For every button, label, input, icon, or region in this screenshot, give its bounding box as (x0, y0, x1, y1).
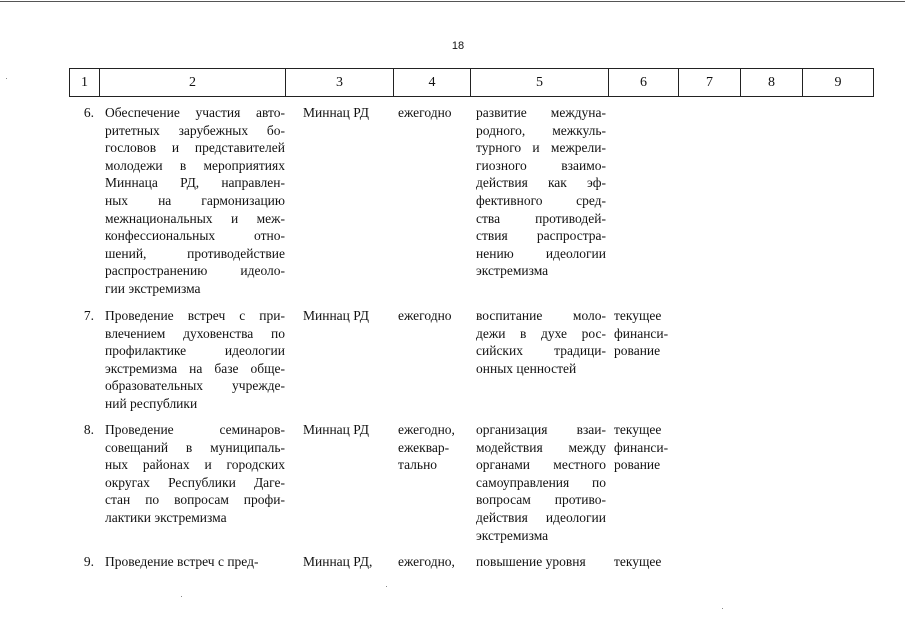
expected-result (476, 553, 606, 571)
cell-text-line: самоуправления по (476, 474, 606, 490)
measure-description (105, 307, 285, 413)
responsible-executor (303, 553, 388, 571)
responsible-executor (303, 307, 388, 325)
cell-text-line: нению идеологии (476, 245, 606, 261)
scan-speck (722, 608, 723, 609)
cell-text-line: ежегодно, (398, 422, 455, 437)
row-number: 8. (83, 422, 94, 437)
cell-text-line: действия идеологии (476, 509, 606, 525)
cell-text-line: лактики экстремизма (105, 509, 227, 525)
cell-text-line: вопросам противо- (476, 492, 606, 508)
cell-text-line: дежи в духе рос- (476, 325, 606, 341)
cell-text-line: гиозного взаимо- (476, 157, 606, 173)
cell-text-line: органами местного (476, 457, 606, 473)
scan-speck (386, 586, 387, 587)
cell-text-line: сийских традици- (476, 343, 606, 359)
implementation-period (398, 553, 468, 571)
cell-text-line: округах Республики Даге- (105, 474, 285, 490)
cell-text-line: действия как эф- (476, 175, 606, 191)
cell-text-line: экстремизма на базе обще- (105, 360, 285, 376)
responsible-executor (303, 104, 388, 122)
cell-text-line: ежегодно (398, 105, 452, 120)
cell-text-line: Миннац РД (303, 308, 369, 323)
cell-text-line: профилактике идеологии (105, 343, 285, 359)
cell-text-line: влечением духовенства по (105, 325, 285, 341)
cell-text-line: шений, противодействие (105, 245, 285, 261)
cell-text-line: текущее (614, 554, 662, 569)
row-number: 9. (83, 554, 94, 569)
cell-text-line: развитие междуна- (476, 105, 606, 120)
cell-text-line: экстремизма (476, 527, 549, 543)
cell-text-line: рование (614, 457, 661, 473)
cell-text-line: совещаний в муниципаль- (105, 439, 285, 455)
cell-text-line: Миннац РД (303, 105, 369, 120)
cell-text-line: гословов и представителей (105, 140, 285, 156)
cell-text-line: организация взаи- (476, 422, 606, 437)
scan-speck (181, 596, 182, 597)
cell-text-line: ежегодно (398, 308, 452, 323)
header-cell-1: 1 (70, 69, 100, 97)
cell-text-line: ства противодей- (476, 210, 606, 226)
responsible-executor (303, 421, 388, 439)
cell-text-line: межнациональных и меж- (105, 210, 285, 226)
header-cell-4: 4 (394, 69, 471, 97)
row-number: 6. (83, 105, 94, 120)
funding-source (614, 307, 678, 360)
cell-text-line: ных районах и городских (105, 457, 285, 473)
cell-text-line: повышение уровня (476, 554, 586, 569)
cell-text-line: Миннац РД (303, 422, 369, 437)
implementation-period (398, 307, 468, 325)
cell-text-line: Проведение встреч с при- (105, 308, 285, 323)
cell-text-line: Проведение семинаров- (105, 422, 285, 437)
cell-text-line: образовательных учрежде- (105, 378, 285, 394)
cell-text-line: тально (398, 457, 438, 473)
header-cell-6: 6 (609, 69, 679, 97)
cell-text-line: текущее (614, 422, 662, 437)
funding-source (614, 553, 678, 571)
cell-text-line: Обеспечение участия авто- (105, 105, 285, 120)
header-cell-3: 3 (286, 69, 394, 97)
top-border-line (0, 1, 905, 2)
page-number: 18 (451, 40, 465, 52)
cell-text-line: ствия распростра- (476, 228, 606, 244)
cell-text-line: текущее (614, 308, 662, 323)
header-cell-8: 8 (741, 69, 803, 97)
cell-text-line: финанси- (614, 439, 669, 455)
scan-speck (6, 78, 7, 79)
cell-text-line: Миннац РД, (303, 554, 373, 569)
expected-result (476, 307, 606, 377)
cell-text-line: ний республики (105, 395, 198, 411)
cell-text-line: конфессиональных отно- (105, 228, 285, 244)
implementation-period (398, 421, 468, 474)
measure-description (105, 104, 285, 298)
cell-text-line: турного и межрели- (476, 140, 606, 156)
measure-description (105, 421, 285, 527)
cell-text-line: стан по вопросам профи- (105, 492, 285, 508)
row-number: 7. (83, 308, 94, 323)
cell-text-line: ных на гармонизацию (105, 192, 285, 208)
header-cell-7: 7 (679, 69, 741, 97)
header-cell-2: 2 (100, 69, 286, 97)
measure-description (105, 553, 285, 571)
expected-result (476, 104, 606, 280)
cell-text-line: Миннаца РД, направлен- (105, 175, 285, 191)
expected-result (476, 421, 606, 544)
cell-text-line: ежеквар- (398, 439, 450, 455)
cell-text-line: онных ценностей (476, 360, 577, 376)
cell-text-line: молодежи в мероприятиях (105, 157, 285, 173)
cell-text-line: ритетных зарубежных бо- (105, 122, 285, 138)
cell-text-line: Проведение встреч с пред- (105, 554, 259, 569)
cell-text-line: финанси- (614, 325, 669, 341)
cell-text-line: распространению идеоло- (105, 263, 285, 279)
cell-text-line: гии экстремизма (105, 280, 201, 296)
header-cell-5: 5 (471, 69, 609, 97)
cell-text-line: родного, межкуль- (476, 122, 606, 138)
cell-text-line: ежегодно, (398, 554, 455, 569)
cell-text-line: модействия между (476, 439, 606, 455)
funding-source (614, 421, 678, 474)
cell-text-line: фективного сред- (476, 192, 606, 208)
cell-text-line: экстремизма (476, 263, 549, 279)
cell-text-line: воспитание моло- (476, 308, 606, 323)
column-number-header (69, 68, 874, 97)
implementation-period (398, 104, 468, 122)
cell-text-line: рование (614, 343, 661, 359)
header-cell-9: 9 (803, 69, 874, 97)
